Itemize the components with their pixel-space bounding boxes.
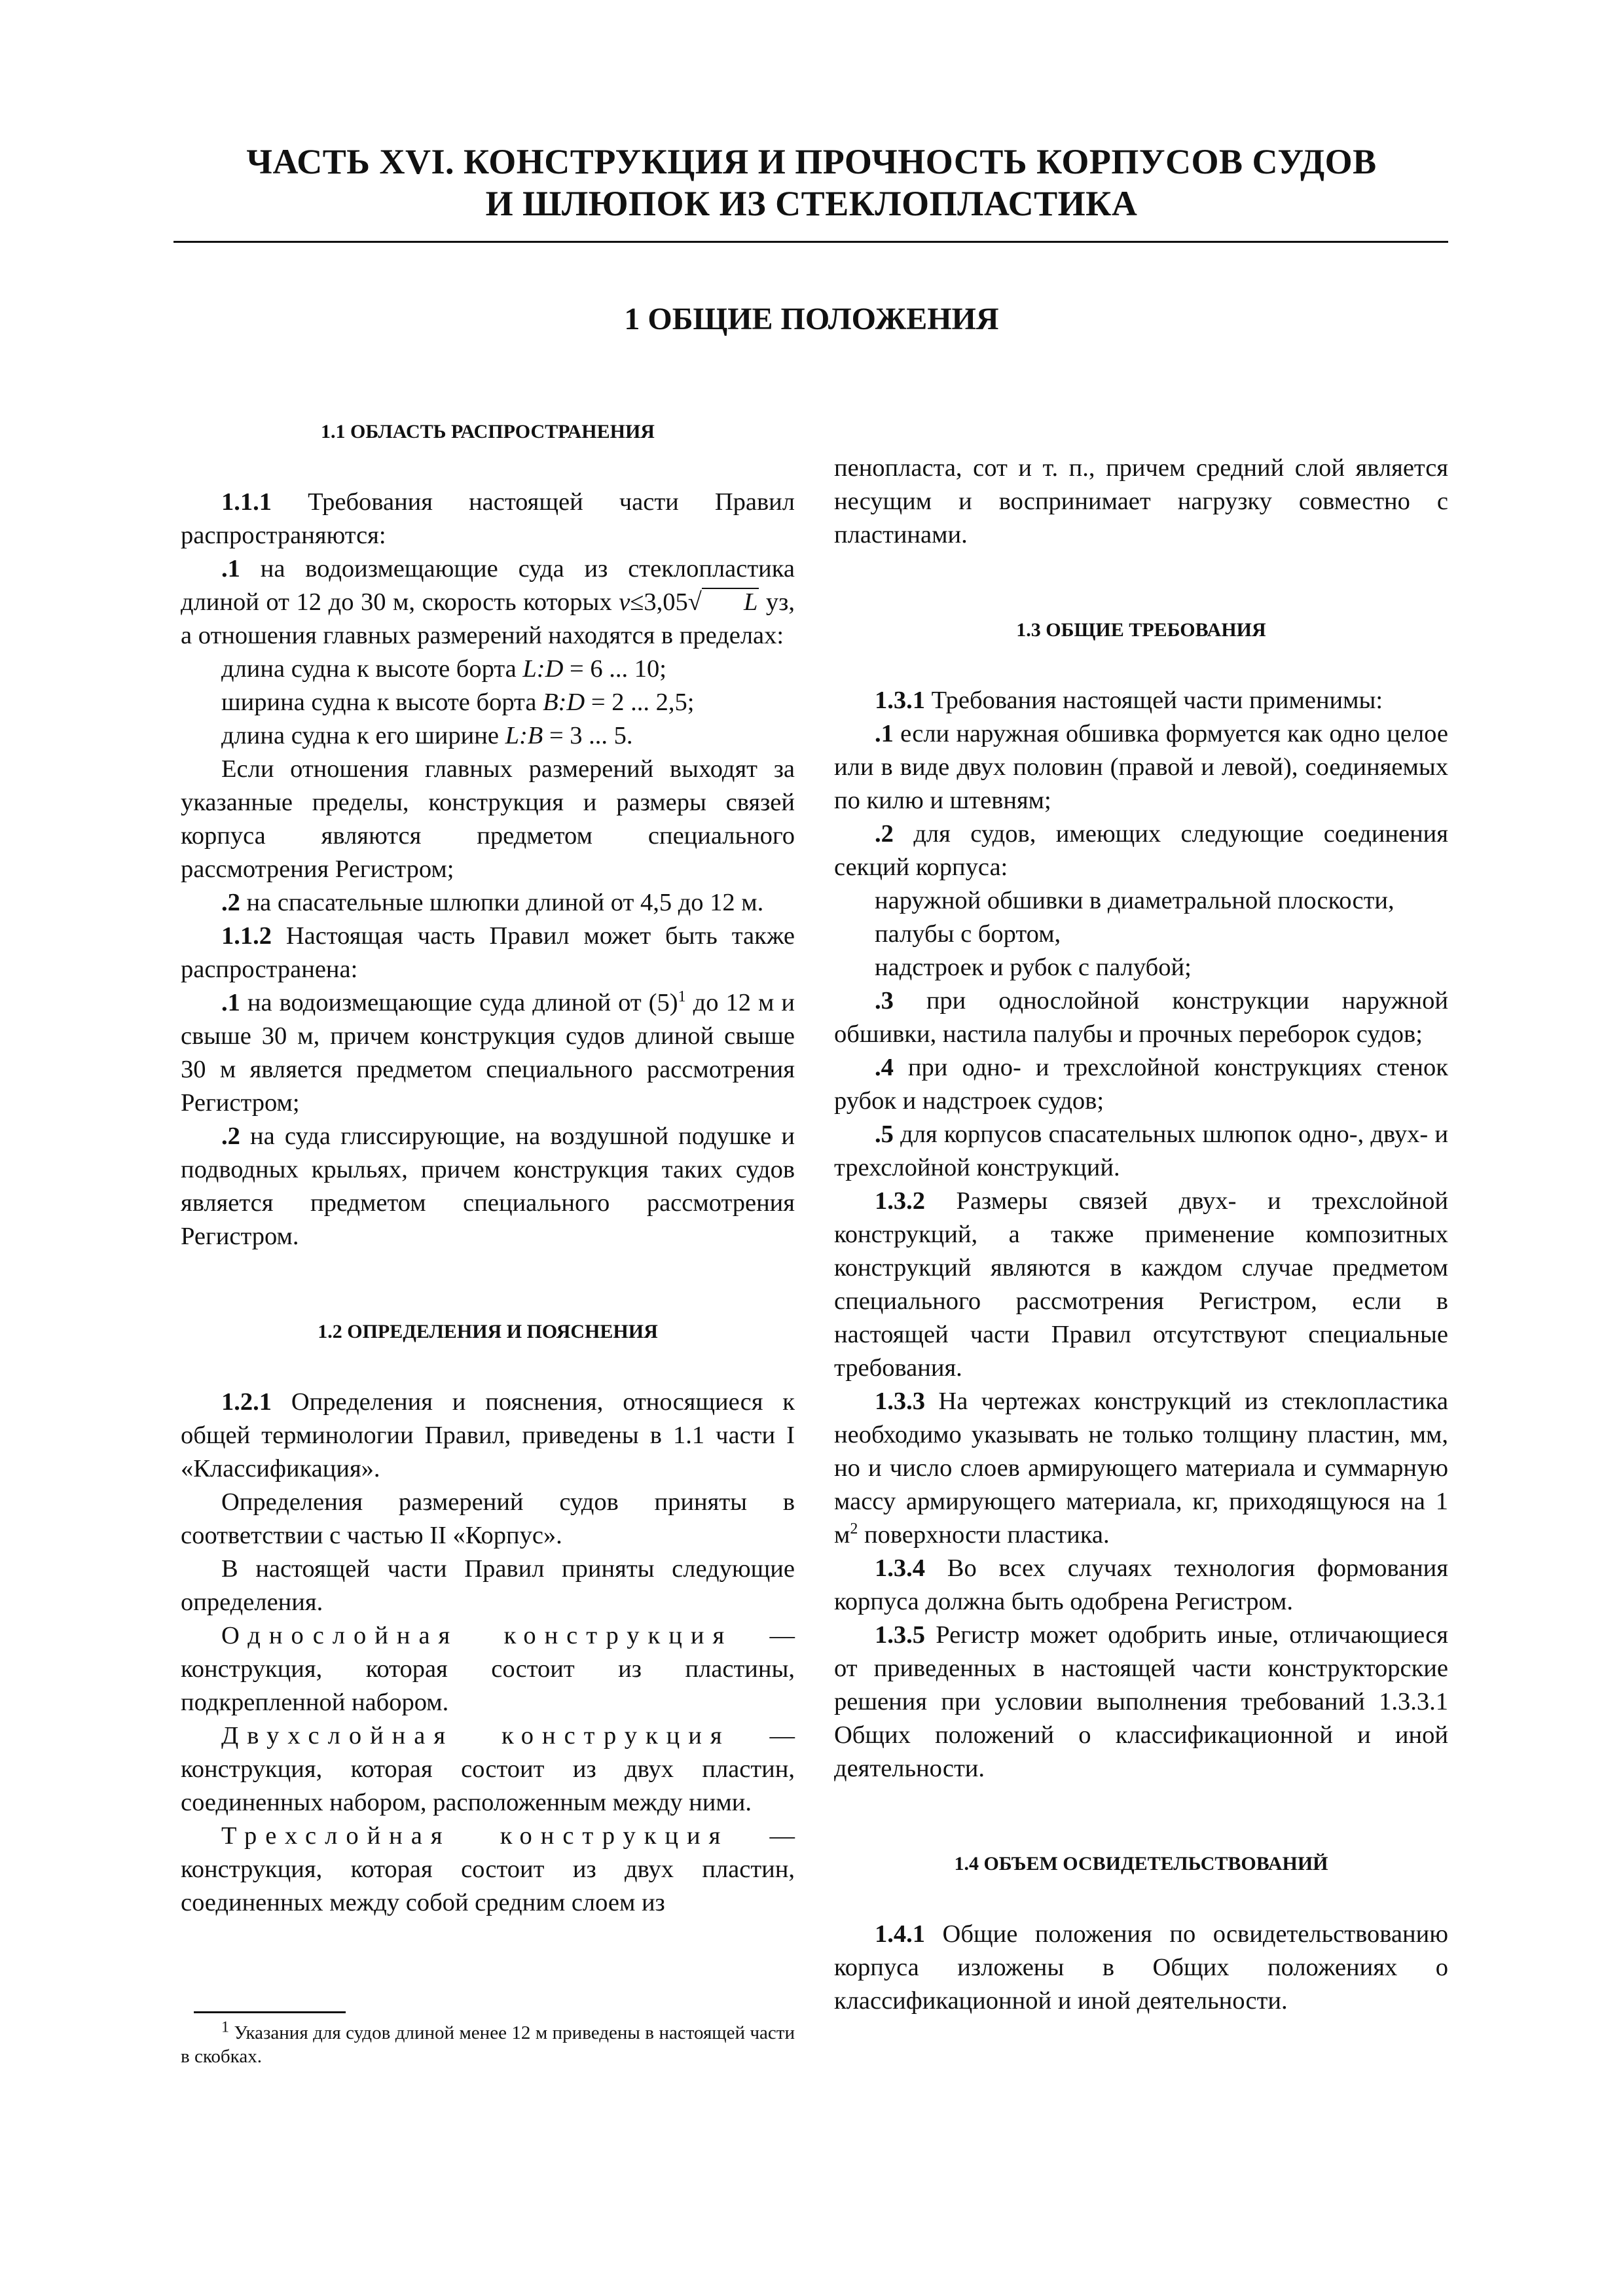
num-1-4-1: 1.4.1 [875,1920,925,1948]
item-text: на водоизмещающие суда из стеклопластика длиной от 12 до 30 м, скорость которых [181,555,795,616]
item-1-3-1-4 [834,1051,1448,1118]
formula-op: ≤3,05 [630,588,688,616]
ratio-label: длина судна к высоте борта [221,655,523,683]
item-text: на спасательные шлюпки длиной от 4,5 до 12 м. [240,889,764,916]
para-1-4-1 [834,1918,1448,2018]
item-1-1-1-2 [181,886,795,920]
part-title-line-1: ЧАСТЬ XVI. КОНСТРУКЦИЯ И ПРОЧНОСТЬ КОРПУСОВ СУДОВ [246,142,1377,181]
num-1-3-1: 1.3.1 [875,687,925,714]
heading-1-3: 1.3 ОБЩИЕ ТРЕБОВАНИЯ [1016,619,1266,641]
item-text: для корпусов спасательных шлюпок одно-, двух- и трехслойной конструкций. [834,1121,1448,1181]
title-rule [173,241,1448,243]
term: Двухслойная конструкция [221,1722,731,1749]
num-1-1-2: 1.1.2 [221,922,272,950]
ratio-formula: L:B [505,722,543,749]
ratio-formula: L:D [522,655,564,683]
superscript: 2 [850,1520,858,1538]
joint-1: наружной обшивки в диаметральной плоскости, [875,887,1395,914]
item-num: .2 [221,1122,240,1150]
item-num: .1 [221,989,240,1016]
para-1-1-1 [181,486,795,552]
item-text-b: уз, а отношения главных размерений находятся в пределах: [181,588,795,649]
footnote [181,2018,795,2068]
item-num: .5 [875,1121,894,1148]
item-text: при одно- и трехслойной конструкциях стенок рубок и надстроек судов; [834,1054,1448,1115]
text-1-3-3: На чертежах конструкций из стеклопластика необходимо указывать не только толщину пластин, мм, но и число слоев армирующего материала и суммарную массу армирующего материала, кг, приходящуюся на 1 м [834,1388,1448,1549]
num-1-3-3: 1.3.3 [875,1388,925,1415]
item-1-1-2-1 [181,986,795,1120]
para-1-3-2 [834,1185,1448,1385]
num-1-3-5: 1.3.5 [875,1621,925,1649]
item-1-1-1-1 [181,552,795,653]
section-title: 1 ОБЩИЕ ПОЛОЖЕНИЯ [624,302,999,336]
item-num: .2 [875,820,894,848]
formula-L: L [702,588,759,615]
ratio-label: длина судна к его ширине [221,722,505,749]
right-column [834,452,1448,2018]
item-num: .1 [875,720,894,747]
ratio-value: = 2 ... 2,5; [585,689,695,716]
item-1-1-2-2 [181,1120,795,1253]
footnote-ref: 1 [678,988,686,1006]
item-1-3-1-5 [834,1118,1448,1185]
def-text: — конструкция, которая состоит из пластины, подкрепленной набором. [181,1622,795,1716]
def-triple-layer [181,1820,795,1920]
term: Однослойная конструкция [221,1622,733,1649]
formula-v: v [619,588,630,616]
footnote-rule [194,2011,346,2013]
footnote-text: Указания для судов длиной менее 12 м приведены в настоящей части в скобках. [181,2022,795,2067]
heading-1-1: 1.1 ОБЛАСТЬ РАСПРОСТРАНЕНИЯ [321,421,655,442]
text-1-3-5: Регистр может одобрить иные, отличающиеся от приведенных в настоящей части конструкторские решения при условии выполнения требований 1.3.3.1 Общих положений о классификационной и иной деятельности. [834,1621,1448,1782]
para-definitions-intro: В настоящей части Правил приняты следующие определения. [181,1555,795,1616]
text-1-3-2: Размеры связей двух- и трехслойной конструкций, а также применение композитных конструкций являются в каждом случае предметом специального рассмотрения Регистром, если в настоящей части Правил отсутствуют специальные требования. [834,1187,1448,1382]
para-if-exceeds: Если отношения главных размерений выходят за указанные пределы, конструкция и размеры связей корпуса являются предметом специального рассмотрения Регистром; [181,755,795,883]
item-text: для судов, имеющих следующие соединения секций корпуса: [834,820,1448,881]
ratio-1 [181,653,795,686]
para-1-3-3 [834,1385,1448,1552]
item-text: на водоизмещающие суда длиной от (5) [240,989,678,1016]
part-title [0,141,1623,224]
def-text: — конструкция, которая состоит из двух пластин, соединенных между собой средним слоем из [181,1822,795,1916]
joint-3: надстроек и рубок с палубой; [875,954,1192,981]
item-text: если наружная обшивка формуется как одно целое или в виде двух половин (правой и левой), соединяемых по килю и штевням; [834,720,1448,814]
def-double-layer [181,1719,795,1820]
item-1-3-1-1 [834,717,1448,817]
para-1-2-1 [181,1386,795,1486]
def-single-layer [181,1619,795,1719]
ratio-value: = 3 ... 5. [543,722,633,749]
item-text: при однослойной конструкции наружной обшивки, настила палубы и прочных переборок судов; [834,987,1448,1048]
ratio-label: ширина судна к высоте борта [221,689,543,716]
item-num: .3 [875,987,894,1014]
text-1-1-2: Настоящая часть Правил может быть также распространена: [181,922,795,983]
joint-2: палубы с бортом, [875,920,1061,948]
item-num: .4 [875,1054,894,1081]
term: Трехслойная конструкция [221,1822,729,1850]
para-1-3-4 [834,1552,1448,1619]
ratio-3 [181,719,795,753]
text-1-3-1: Требования настоящей части применимы: [925,687,1383,714]
text-1-1-1: Требования настоящей части Правил распространяются: [181,488,795,549]
heading-1-4: 1.4 ОБЪЕМ ОСВИДЕТЕЛЬСТВОВАНИЙ [954,1853,1328,1874]
para-dimensions: Определения размерений судов приняты в соответствии с частью II «Корпус». [181,1488,795,1549]
para-1-3-5 [834,1619,1448,1785]
item-text-b: до 12 м и свыше 30 м, причем конструкция судов длиной свыше 30 м является предметом специального рассмотрения Регистром; [181,989,795,1117]
num-1-3-2: 1.3.2 [875,1187,925,1215]
item-num: .1 [221,555,240,583]
item-1-3-1-3 [834,984,1448,1051]
num-1-1-1: 1.1.1 [221,488,272,516]
sqrt-icon: √ [687,588,702,616]
part-title-line-2: И ШЛЮПОК ИЗ СТЕКЛОПЛАСТИКА [485,184,1138,223]
para-1-1-2 [181,920,795,986]
text-1-4-1: Общие положения по освидетельствованию корпуса изложены в Общих положениях о классификационной и иной деятельности. [834,1920,1448,2015]
text-1-3-3-b: поверхности пластика. [858,1521,1110,1549]
heading-1-2: 1.2 ОПРЕДЕЛЕНИЯ И ПОЯСНЕНИЯ [318,1321,658,1342]
left-column [181,419,795,1920]
para-1-3-1 [834,684,1448,717]
item-num: .2 [221,889,240,916]
def-text: — конструкция, которая состоит из двух пластин, соединенных набором, расположенным между ними. [181,1722,795,1816]
ratio-2 [181,686,795,719]
text-1-3-4: Во всех случаях технология формования корпуса должна быть одобрена Регистром. [834,1554,1448,1615]
item-1-3-1-2 [834,817,1448,884]
ratio-formula: B:D [543,689,585,716]
num-1-3-4: 1.3.4 [875,1554,925,1582]
text-1-2-1: Определения и пояснения, относящиеся к общей терминологии Правил, приведены в 1.1 части I «Классификация». [181,1388,795,1482]
item-text: на суда глиссирующие, на воздушной подушке и подводных крыльях, причем конструкция таких судов является предметом специального рассмотрения Регистром. [181,1122,795,1250]
num-1-2-1: 1.2.1 [221,1388,272,1416]
footnote-mark: 1 [221,2018,229,2036]
ratio-value: = 6 ... 10; [563,655,666,683]
def-triple-layer-cont: пенопласта, сот и т. п., причем средний слой является несущим и воспринимает нагрузку совместно с пластинами. [834,454,1448,548]
